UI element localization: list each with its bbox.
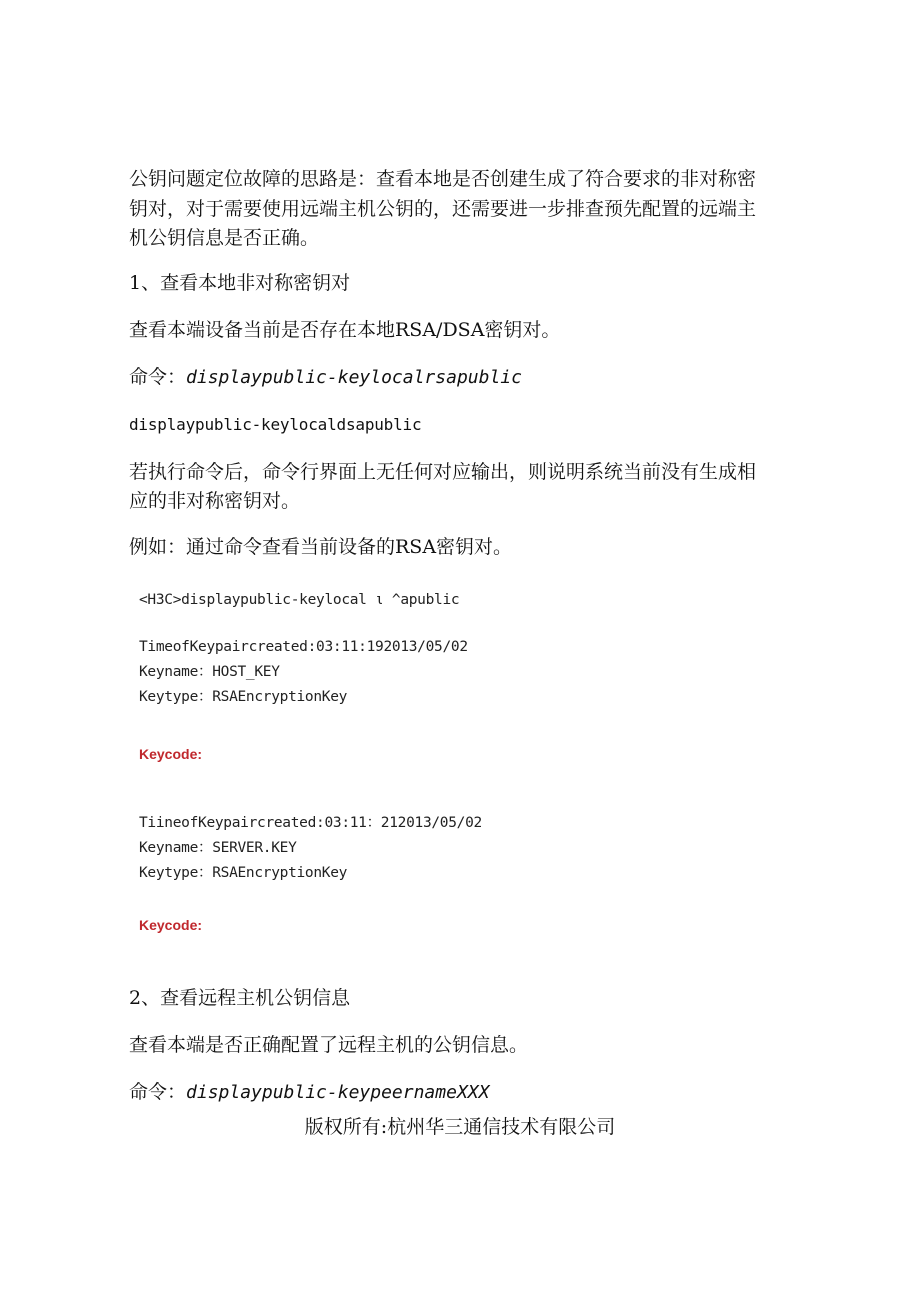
section1-note-line-1: 若执行命令后，命令行界面上无任何对应输出，则说明系统当前没有生成相	[129, 461, 757, 483]
code-block1-line-3: Keytype：RSAEncryptionKey	[139, 689, 348, 705]
section1-example: 例如：通过命令查看当前设备的RSA密钥对。	[129, 536, 513, 558]
section2-description: 查看本端是否正确配置了远程主机的公钥信息。	[129, 1034, 529, 1056]
code-block2-line-1: TiineofKeypaircreated:03:11：212013/05/02	[139, 815, 482, 831]
section1-description: 查看本端设备当前是否存在本地RSA/DSA密钥对。	[129, 319, 561, 341]
intro-line-2: 钥对，对于需要使用远端主机公钥的，还需要进一步排查预先配置的远端主	[129, 198, 757, 220]
code-prompt: <H3C>displaypublic-keylocal ι ^apublic	[139, 592, 460, 608]
code-block2-line-2: Keyname：SERVER.KEY	[139, 840, 297, 856]
intro-line-1: 公钥问题定位故障的思路是：查看本地是否创建生成了符合要求的非对称密	[129, 168, 757, 190]
section2-command	[129, 1079, 489, 1106]
command-text: displaypublic-keylocalrsapublic	[186, 367, 522, 388]
section2-heading: 2、查看远程主机公钥信息	[129, 987, 351, 1009]
section1-command	[129, 364, 522, 391]
keycode-label-2: Keycode:	[139, 917, 203, 933]
copyright-footer: 版权所有:杭州华三通信技术有限公司	[304, 1116, 616, 1138]
keycode-label-1: Keycode:	[139, 746, 203, 762]
command-label-2: 命令：	[129, 1081, 187, 1103]
intro-line-3: 机公钥信息是否正确。	[129, 227, 320, 249]
command-text-2: displaypublic-keypeernameXXX	[186, 1082, 490, 1103]
code-block2-line-3: Keytype：RSAEncryptionKey	[139, 865, 348, 881]
section1-command-2: displaypublic-keylocaldsapublic	[129, 415, 422, 434]
section1-heading: 1、查看本地非对称密钥对	[129, 272, 351, 294]
command-label: 命令：	[129, 366, 187, 388]
code-block1-line-1: TimeofKeypaircreated:03:11:192013/05/02	[139, 639, 468, 655]
code-block1-line-2: Keyname：HOST_KEY	[139, 664, 280, 680]
section1-note-line-2: 应的非对称密钥对。	[129, 490, 301, 512]
